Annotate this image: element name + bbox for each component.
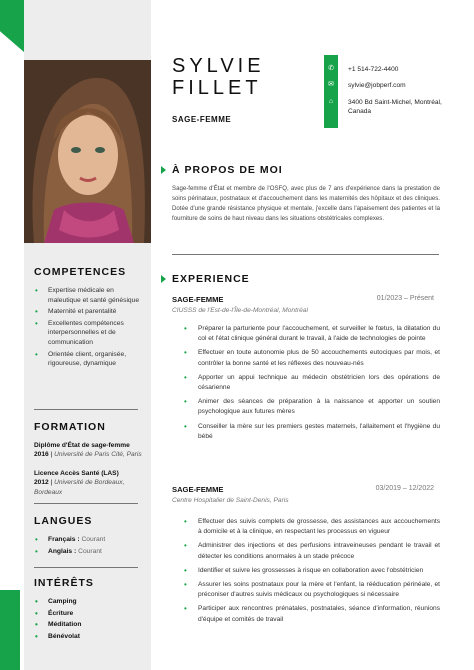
language-level: Courant bbox=[81, 536, 106, 543]
about-title: À PROPOS DE MOI bbox=[172, 164, 283, 176]
degree-school: Université de Paris Cité, Paris bbox=[54, 451, 142, 459]
list-item: • Identifier et suivre les grossesses à risque en collaboration avec l'obstétricien bbox=[184, 566, 440, 576]
section-divider bbox=[34, 409, 138, 410]
list-item: • Méditation bbox=[34, 620, 144, 630]
home-icon: ⌂ bbox=[328, 98, 334, 105]
portrait-illustration bbox=[24, 60, 151, 243]
list-item: • Participer aux rencontres prénatales, postnatales, séance d'information, réunions d'équipe et comités de travail bbox=[184, 604, 440, 624]
langues-list bbox=[34, 535, 144, 556]
job-tasks-1 bbox=[184, 324, 440, 446]
corner-accent-top bbox=[0, 0, 24, 52]
list-item: • Bénévolat bbox=[34, 632, 144, 642]
last-name: FILLET bbox=[172, 77, 262, 99]
candidate-name bbox=[172, 55, 265, 99]
interets-title: INTÉRÊTS bbox=[34, 577, 94, 589]
degree-name: Diplôme d'État de sage-femme bbox=[34, 442, 130, 449]
list-item bbox=[34, 535, 144, 545]
degree-year: 2012 bbox=[34, 479, 49, 487]
list-item: • Maternité et parentalité bbox=[34, 307, 144, 317]
experience-title: EXPERIENCE bbox=[172, 273, 250, 285]
job-title-2: SAGE-FEMME bbox=[172, 485, 224, 494]
language-level: Courant bbox=[78, 547, 102, 555]
contact-phone: +1 514-722-4400 bbox=[348, 66, 399, 73]
list-item: • Administrer des injections et des perfusions intraveineuses pendant le travail et détecter les conditions anormales à un stade précoce bbox=[184, 541, 440, 561]
contact-address: 3400 Bd Saint-Michel, Montréal, Canada bbox=[348, 99, 442, 115]
list-item bbox=[34, 547, 144, 557]
profile-photo bbox=[24, 60, 151, 243]
list-item: • Préparer la parturiente pour l'accouchement, et surveiller le fœtus, la dilatation du col et l'état clinique général durant le travail, à l'aide de technologies de pointe bbox=[184, 324, 440, 344]
job-company-2: Centre Hospitalier de Saint-Denis, Paris bbox=[172, 497, 289, 504]
list-item: • Camping bbox=[34, 597, 144, 607]
job-title: SAGE-FEMME bbox=[172, 115, 232, 124]
formation-title: FORMATION bbox=[34, 421, 106, 433]
list-item: • Expertise médicale en maleutique et santé génésique bbox=[34, 286, 144, 305]
about-arrow-icon bbox=[161, 166, 166, 174]
email-icon: ✉ bbox=[328, 81, 334, 88]
interets-list bbox=[34, 597, 144, 641]
list-item: • Excellentes compétences interpersonnelles et de communication bbox=[34, 319, 144, 348]
phone-icon: ✆ bbox=[328, 65, 334, 72]
competences-list bbox=[34, 286, 144, 369]
language-name: Anglais : bbox=[48, 547, 77, 555]
job-company-1: CIUSSS de l'Est-de-l'Île-de-Montréal, Montréal bbox=[172, 307, 308, 314]
langues-section bbox=[34, 515, 144, 558]
job-dates-2: 03/2019 – 12/2022 bbox=[375, 485, 434, 492]
list-item: • Animer des séances de préparation à la naissance et apporter un soutien psychologique aux futures mères bbox=[184, 397, 440, 417]
section-divider bbox=[172, 254, 439, 255]
degree-name: Licence Accès Santé (LAS) bbox=[34, 469, 119, 477]
contact-email: sylvie@jobperf.com bbox=[348, 82, 406, 89]
about-text: Sage-femme d'État et membre de l'OSFQ, avec plus de 7 ans d'expérience dans la prestation de soins périnataux, postnataux et d'accouchement dans les maternités des hôpitaux et des cliniques. Dotée d'une grande résistance physique et mentale, j'excelle dans l'apaisement des patientes et la fourniture de soins de haut niveau dans les situations obstétricales complexes. bbox=[172, 185, 440, 222]
list-item: • Conseiller la mère sur les premiers gestes maternels, l'allaitement et l'hygiène du bébé bbox=[184, 422, 440, 442]
job-title-1: SAGE-FEMME bbox=[172, 295, 224, 304]
list-item: • Orientée client, organisée, rigoureuse, dynamique bbox=[34, 350, 144, 369]
degree-year: 2016 bbox=[34, 451, 49, 459]
experience-arrow-icon bbox=[161, 275, 166, 283]
job-tasks-2 bbox=[184, 517, 440, 629]
degree-school: Université de Bordeaux, Bordeaux bbox=[34, 479, 125, 496]
langues-title: LANGUES bbox=[34, 515, 93, 527]
education-item: Diplôme d'État de sage-femme 2016 | Université de Paris Cité, Paris bbox=[34, 441, 144, 460]
corner-accent-bottom bbox=[0, 590, 20, 670]
section-divider bbox=[34, 503, 138, 504]
language-name: Français : bbox=[48, 536, 80, 543]
competences-section bbox=[34, 266, 144, 371]
job-dates-1: 01/2023 – Présent bbox=[376, 295, 434, 302]
first-name: SYLVIE bbox=[172, 55, 265, 77]
interets-section bbox=[34, 577, 144, 643]
formation-section bbox=[34, 421, 144, 506]
competences-title: COMPETENCES bbox=[34, 266, 127, 278]
section-divider bbox=[34, 567, 138, 568]
list-item: • Effectuer des suivis complets de grossesse, des assistances aux accouchements à domicile et à la clinique, en respectant les processus en vigueur bbox=[184, 517, 440, 537]
list-item: • Assurer les soins postnataux pour la mère et l'enfant, la rééducation périnéale, et préconiser d'autres suivis médicaux ou psychologiques si nécessaire bbox=[184, 580, 440, 600]
education-item: Licence Accès Santé (LAS) 2012 | Université de Bordeaux, Bordeaux bbox=[34, 469, 144, 497]
list-item: • Effectuer en toute autonomie plus de 50 accouchements eutociques par mois, et contrôler la bonne santé et les réflexes des nouveau-nés bbox=[184, 348, 440, 368]
list-item: • Écriture bbox=[34, 609, 144, 619]
list-item: • Apporter un appui technique au médecin obstétricien lors des opérations de césarienne bbox=[184, 373, 440, 393]
